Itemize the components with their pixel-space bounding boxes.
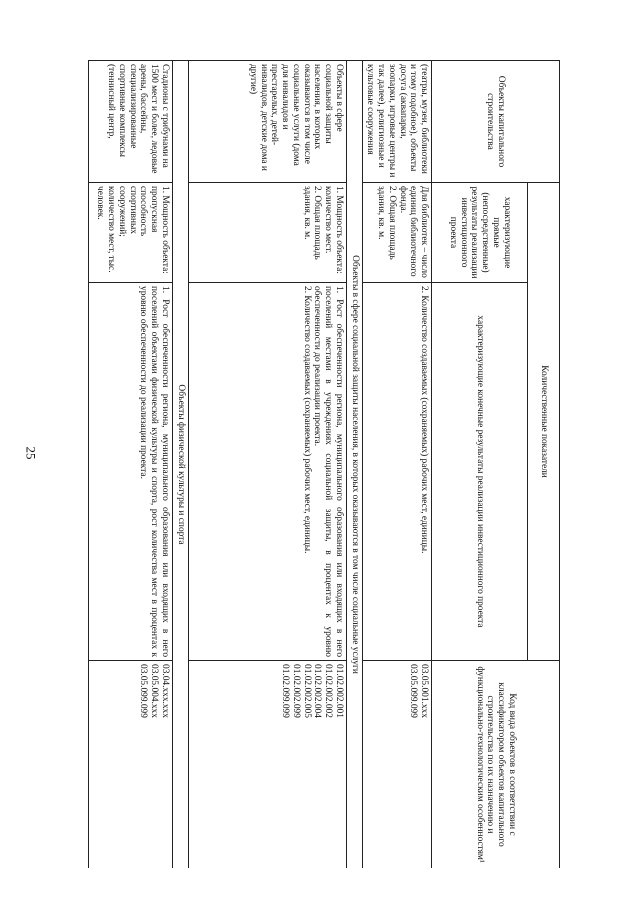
sport-section-title: Объекты физической культуры и спорта bbox=[172, 61, 188, 869]
indicators-table bbox=[88, 60, 560, 868]
sport-objects-cell: Стадионы с трибунами на 1500 мест и более, ледовые арены, бассейны, специализированные спортивные комплексы (теннисный центр, bbox=[88, 61, 172, 183]
rotated-table-area bbox=[80, 60, 560, 868]
social-codes-cell: 01.02.002.001 01.02.002.002 01.02.002.004 01.02.002.005 01.02.002.099 01.02.099.099 bbox=[188, 661, 346, 868]
social-section-title: Объекты в сфере социальной защиты населения, в которых оказываются в том числе социальные услуги bbox=[346, 61, 362, 869]
social-objects-cell: Объекты в сфере социальной защиты населения, в которых оказываются в том числе социальные услуги (дома для инвалидов и престарелых, детей-инвалидов, детские дома и другие) bbox=[188, 61, 346, 183]
culture-direct-cell: Для библиотек – число единиц библиотечного фонда. 2. Общая площадь здания, кв. м. bbox=[362, 183, 431, 283]
culture-objects-cell: (театры, музеи, библиотеки и тому подобное), объекты досуга (аквапарки, зоопарки, игровые центры и так далее), религиозные и культовые сооружения bbox=[362, 61, 431, 183]
sport-direct-cell: 1. Мощность объекта: пропускная способность спортивных сооружений; количество мест, тыс. человек. bbox=[88, 183, 172, 283]
header-objects: Объекты капитального строительства bbox=[432, 61, 560, 183]
sport-codes-cell: 03.04.xxx.xxx 03.05.004.xxx 03.05.099.099 bbox=[88, 661, 172, 868]
social-direct-cell: 1. Мощность объекта: количество мест. 2. Общая площадь здания, кв. м. bbox=[188, 183, 346, 283]
header-quantitative: Количественные показатели bbox=[528, 183, 560, 661]
culture-final-cell: 2. Количество создаваемых (сохраняемых) рабочих мест, единицы. bbox=[362, 283, 431, 661]
header-code: Код вида объектов в соответствии с классификатором объектов капитального строительства по их назначению и функционально-технологическим особенностям¹ bbox=[432, 661, 560, 868]
sport-final-cell: 1. Рост обеспеченности региона, муниципального образования или входящих в него поселений объектами физической культуры и спорта, рост количества мест в процентах к уровню обеспеченности до реализации проекта. bbox=[88, 283, 172, 661]
header-final-results: характеризующие конечные результаты реализации инвестиционного проекта bbox=[432, 283, 528, 661]
header-direct-results: характеризующие прямые (непосредственные) результаты реализации инвестиционного проекта bbox=[432, 183, 528, 283]
social-final-cell: 1. Рост обеспеченности региона, муниципального образования или входящих в него поселений местами в учреждениях социальной защиты, в процентах к уровню обеспеченности до реализации проекта. 2. Количество создаваемых (сохраняемых) рабочих мест, единицы. bbox=[188, 283, 346, 661]
culture-codes-cell: 03.05.001.xxx 03.05.099.099 bbox=[362, 661, 431, 868]
page-number: 25 bbox=[23, 446, 38, 460]
